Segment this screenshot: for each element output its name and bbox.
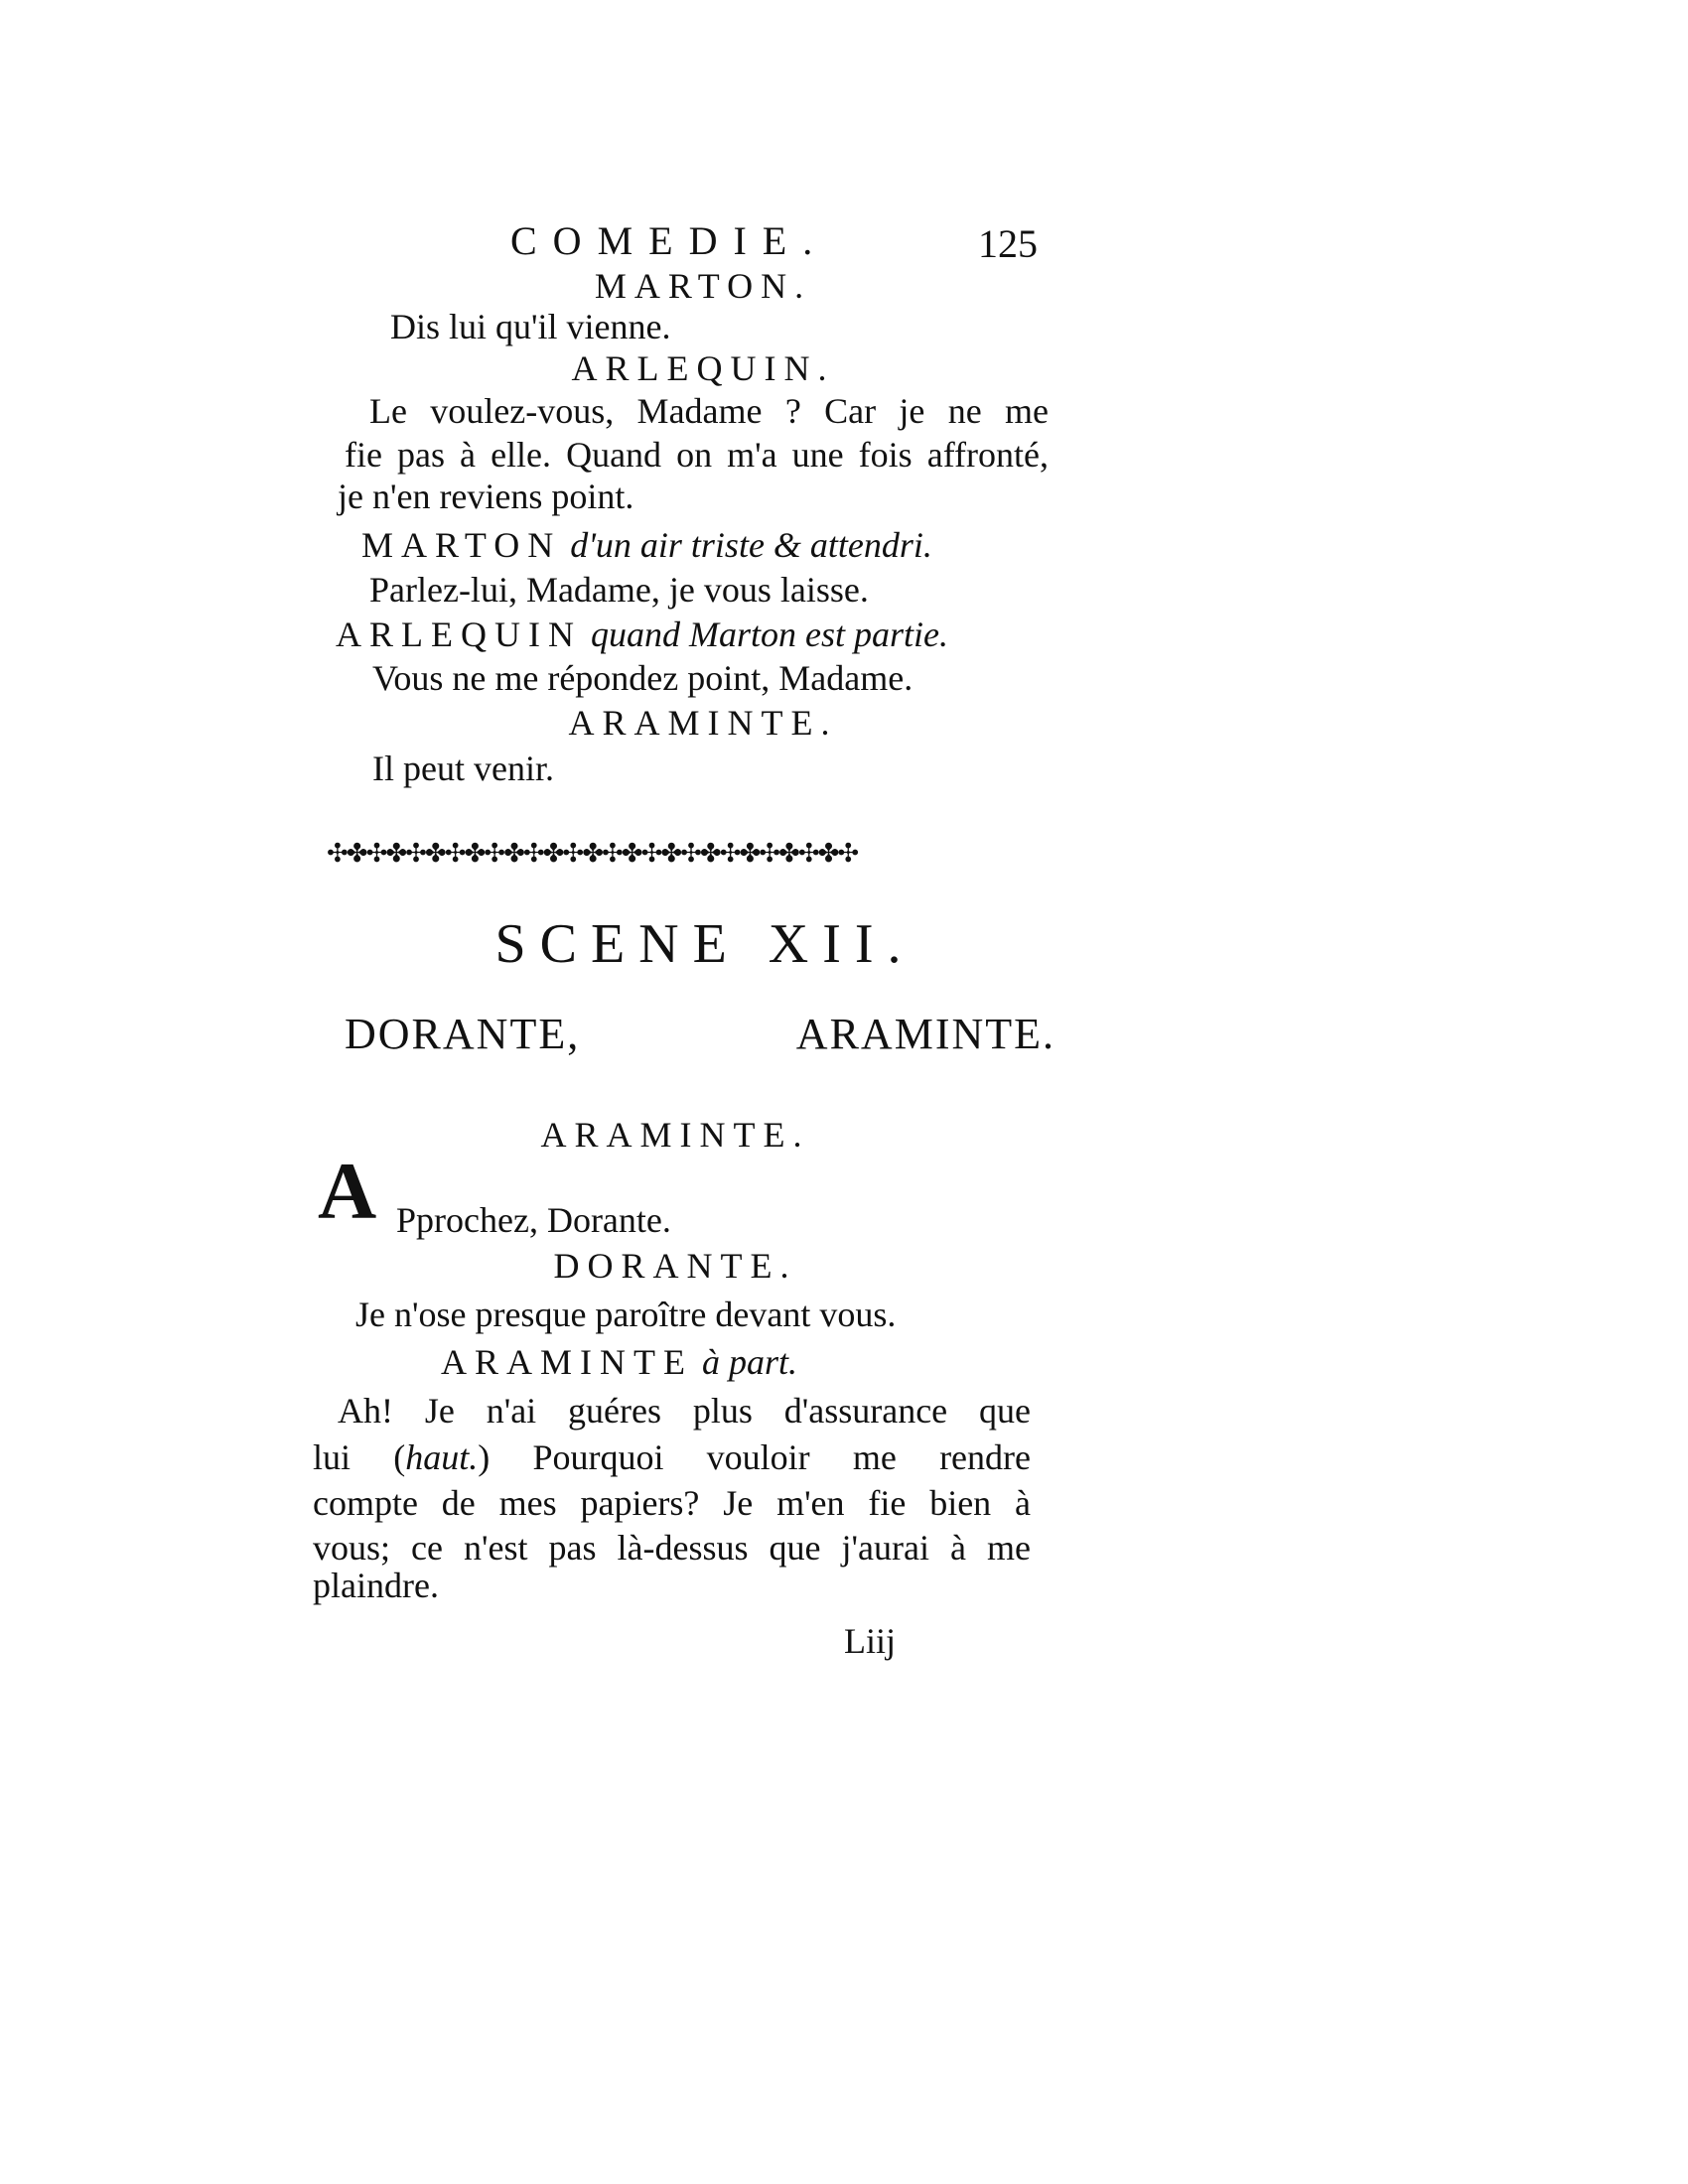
dialogue-line — [313, 1439, 1031, 1475]
speaker-name: MARTON — [361, 525, 562, 565]
stage-direction: quand Marton est partie. — [590, 614, 948, 654]
dialogue-line: plaindre. — [313, 1566, 439, 1605]
dialogue-line: vous; ce n'est pas là-dessus que j'aurai à me — [313, 1528, 1031, 1568]
text: ) Pourquoi vouloir me rendre — [478, 1437, 1032, 1477]
speaker-name: ARLEQUIN — [336, 614, 582, 654]
speaker-name: MARTON. — [594, 266, 812, 306]
dialogue-line: compte de mes papiers? Je m'en fie bien à — [313, 1483, 1031, 1523]
dialogue-line: fie pas à elle. Quand on m'a une fois affronté, — [345, 435, 1049, 475]
speaker-name: ARAMINTE. — [540, 1115, 810, 1155]
speaker-name: ARLEQUIN. — [571, 348, 835, 388]
speaker-with-direction — [336, 616, 948, 652]
speaker-name: DORANTE. — [553, 1246, 797, 1286]
dialogue-line: Ah! Je n'ai guéres plus d'assurance que — [338, 1391, 1031, 1431]
speaker-with-direction — [441, 1344, 797, 1380]
drop-cap: A — [318, 1146, 377, 1236]
stage-direction: d'un air triste & attendri. — [570, 525, 932, 565]
text: lui ( — [313, 1437, 406, 1477]
dialogue-line: Il peut venir. — [372, 749, 554, 788]
dialogue-line: Vous ne me répondez point, Madame. — [372, 658, 914, 698]
dialogue-line: Dis lui qu'il vienne. — [390, 307, 671, 346]
stage-direction: haut. — [405, 1437, 479, 1477]
dialogue-line: Parlez-lui, Madame, je vous laisse. — [369, 570, 869, 610]
scene-characters: DORANTE, ARAMINTE. — [345, 1010, 1055, 1058]
dialogue-line: Le voulez-vous, Madame ? Car je ne me — [369, 391, 1049, 431]
speaker-name: ARAMINTE — [441, 1342, 693, 1382]
signature-mark: Liij — [844, 1621, 896, 1661]
dialogue-line: Pprochez, Dorante. — [396, 1200, 671, 1240]
running-title: COMEDIE. — [510, 218, 829, 263]
dialogue-line: je n'en reviens point. — [338, 477, 634, 516]
speaker-with-direction — [361, 527, 932, 563]
ornament-glyphs: ✣✤✣✤✣✤✣✤✣✤✣✤✣✤✣✤✣✤✣✤✣✤✣✤✣✤✣ — [327, 839, 858, 868]
speaker-name: ARAMINTE. — [568, 703, 838, 743]
page-number: 125 — [978, 221, 1038, 266]
dialogue-line: Je n'ose presque paroître devant vous. — [355, 1295, 897, 1334]
scene-title: SCENE XII. — [494, 913, 915, 975]
stage-direction: à part. — [701, 1342, 797, 1382]
ornamental-divider — [327, 841, 1045, 867]
